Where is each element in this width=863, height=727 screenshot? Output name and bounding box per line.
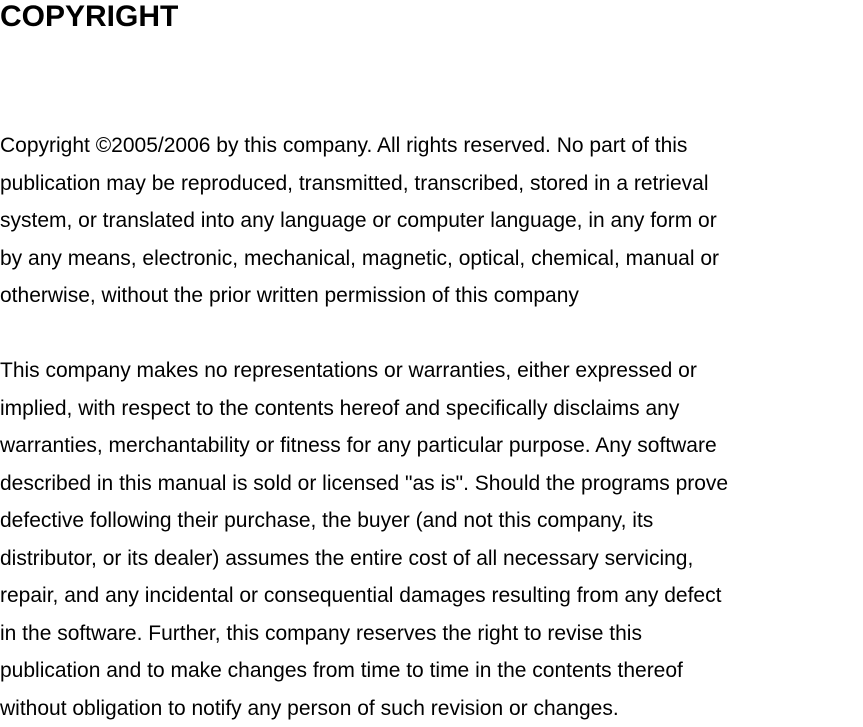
- paragraph-line: publication and to make changes from time to time in the contents thereof: [0, 652, 728, 690]
- paragraph-line: defective following their purchase, the buyer (and not this company, its: [0, 502, 728, 540]
- paragraph-line: otherwise, without the prior written permission of this company: [0, 277, 719, 315]
- paragraph-line: without obligation to notify any person of such revision or changes.: [0, 690, 728, 727]
- paragraph-line: warranties, merchantability or fitness for any particular purpose. Any software: [0, 427, 728, 465]
- copyright-notice-paragraph: [0, 127, 719, 315]
- paragraph-line: in the software. Further, this company reserves the right to revise this: [0, 615, 728, 653]
- page-title: COPYRIGHT: [0, 0, 178, 36]
- paragraph-line: This company makes no representations or warranties, either expressed or: [0, 352, 728, 390]
- paragraph-line: system, or translated into any language or computer language, in any form or: [0, 202, 719, 240]
- paragraph-line: implied, with respect to the contents hereof and specifically disclaims any: [0, 390, 728, 428]
- disclaimer-paragraph: [0, 352, 728, 727]
- paragraph-line: distributor, or its dealer) assumes the entire cost of all necessary servicing,: [0, 540, 728, 578]
- paragraph-line: publication may be reproduced, transmitted, transcribed, stored in a retrieval: [0, 165, 719, 203]
- paragraph-line: described in this manual is sold or licensed "as is". Should the programs prove: [0, 465, 728, 503]
- paragraph-line: Copyright ©2005/2006 by this company. All rights reserved. No part of this: [0, 127, 719, 165]
- paragraph-line: repair, and any incidental or consequential damages resulting from any defect: [0, 577, 728, 615]
- paragraph-line: by any means, electronic, mechanical, magnetic, optical, chemical, manual or: [0, 240, 719, 278]
